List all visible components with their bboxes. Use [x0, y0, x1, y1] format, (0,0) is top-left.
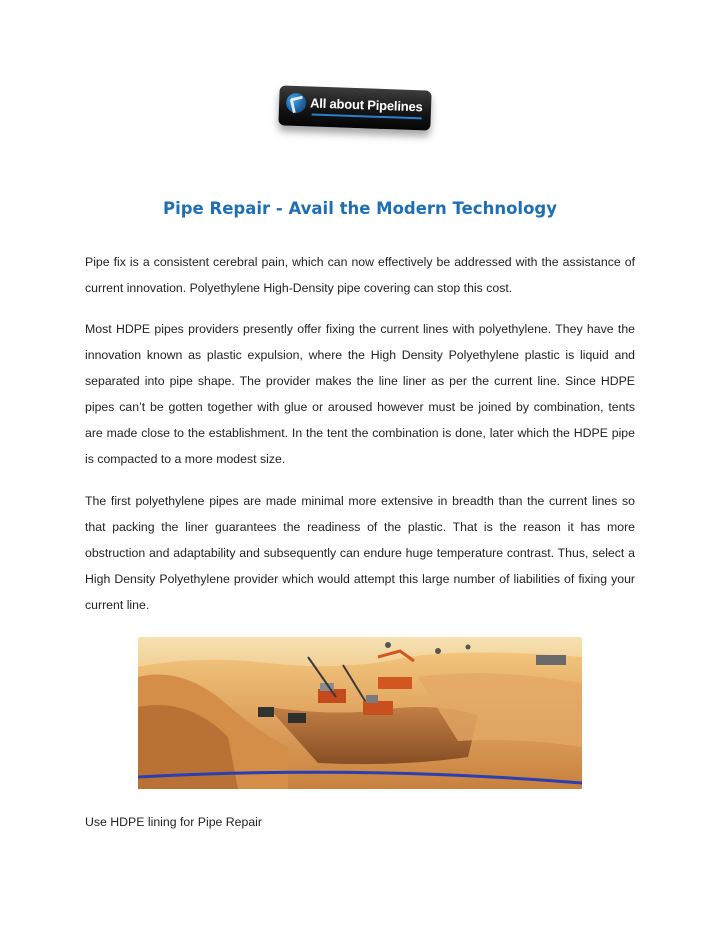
pipeline-globe-icon — [286, 93, 307, 114]
site-logo[interactable] — [278, 85, 431, 130]
logo-text: All about Pipelines — [309, 95, 423, 115]
pipeline-construction-photo — [138, 637, 582, 789]
logo-underline — [312, 113, 422, 119]
paragraph-3: The first polyethylene pipes are made minimal more extensive in breadth than the current lines so that packing the liner guarantees the readiness of the plastic. That is the reason it has more obstruction and adaptability and subsequently can endure huge temperature contrast. Thus, select a High Density Polyethylene provider which would attempt this large number of liabilities of fixing your current line. — [85, 494, 635, 612]
paragraph-2: Most HDPE pipes providers presently offer fixing the current lines with polyethylene. They have the innovation known as plastic expulsion, where the High Density Polyethylene plastic is liquid and separated into pipe shape. The provider makes the line liner as per the current line. Since HDPE pipes can’t be gotten together with glue or aroused however must be joined by combination, tents are made close to the establishment. In the tent the combination is done, later which the HDPE pipe is compacted to a more modest size. — [85, 322, 635, 466]
desert-pipeline-illustration — [138, 637, 582, 789]
article-title: Pipe Repair - Avail the Modern Technology — [163, 199, 557, 218]
photo-caption: Use HDPE lining for Pipe Repair — [85, 815, 263, 829]
paragraph-1: Pipe fix is a consistent cerebral pain, which can now effectively be addressed with the assistance of current innovation. Polyethylene High-Density pipe covering can stop this cost. — [85, 255, 635, 295]
